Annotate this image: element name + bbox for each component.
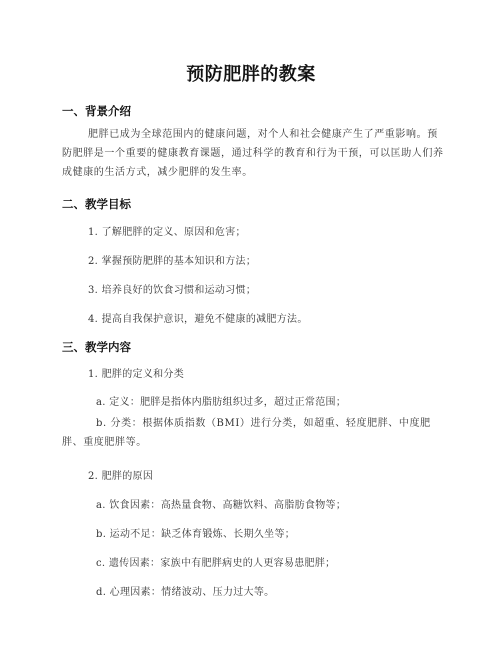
goal-item: 2. 掌握预防肥胖的基本知识和方法；	[88, 256, 257, 267]
content-item: a. 定义：肥胖是指体内脂肪组织过多，超过正常范围；	[96, 397, 347, 408]
document-title: 预防肥胖的教案	[186, 64, 316, 85]
section-heading-background: 一、背景介绍	[62, 104, 131, 118]
section-heading-content: 三、教学内容	[62, 340, 131, 354]
content-item: b. 分类：根据体质指数（BMI）进行分类，如超重、轻度肥胖、中度肥胖、重度肥胖等。	[62, 418, 431, 448]
background-paragraph: 肥胖已成为全球范围内的健康问题，对个人和社会健康产生了严重影响。预防肥胖是一个重要的健康教育课题，通过科学的教育和行为干预，可以匡助人们养成健康的生活方式，减少肥胖的发生率。	[62, 129, 444, 178]
content-subheading: 1. 肥胖的定义和分类	[88, 369, 185, 380]
content-subheading: 2. 肥胖的原因	[88, 471, 154, 482]
content-item: c. 遗传因素：家族中有肥胖病史的人更容易患肥胖；	[96, 558, 336, 569]
goal-item: 1. 了解肥胖的定义、原因和危害；	[88, 227, 246, 238]
content-item: b. 运动不足：缺乏体育锻炼、长期久坐等；	[96, 529, 296, 540]
content-item: d. 心理因素：情绪波动、压力过大等。	[96, 587, 275, 598]
content-item: a. 饮食因素：高热量食物、高糖饮料、高脂肪食物等；	[96, 500, 347, 511]
goal-item: 4. 提高自我保护意识，避免不健康的减肥方法。	[88, 314, 308, 325]
section-heading-goals: 二、教学目标	[62, 197, 131, 211]
goal-item: 3. 培养良好的饮食习惯和运动习惯；	[88, 285, 257, 296]
